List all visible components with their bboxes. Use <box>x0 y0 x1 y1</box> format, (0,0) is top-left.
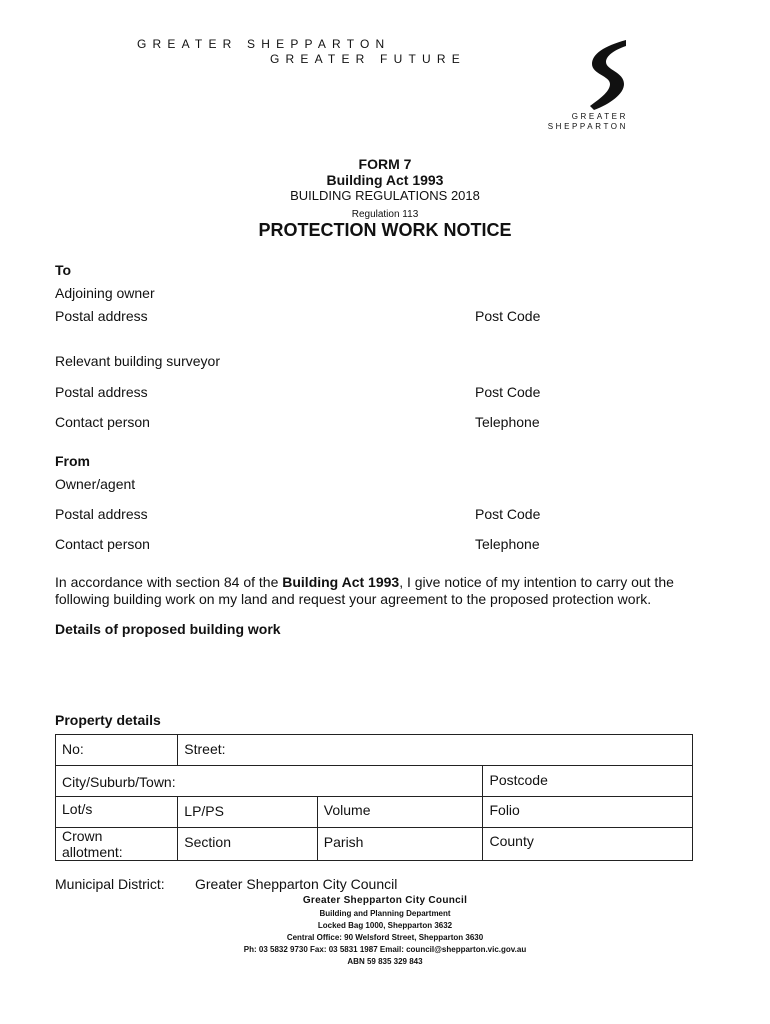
notice-part1: In accordance with section 84 of the <box>55 574 283 590</box>
logo-text <box>548 112 628 132</box>
owner-agent-label: Owner/agent <box>55 476 136 492</box>
city-cell[interactable] <box>56 766 483 797</box>
from-heading: From <box>55 453 90 469</box>
from-post-code-label: Post Code <box>475 506 541 522</box>
lpps-label: LP/PS <box>184 803 224 819</box>
footer-abn: ABN 59 835 329 843 <box>347 957 423 966</box>
regulation-number: Regulation 113 <box>351 209 419 220</box>
details-heading: Details of proposed building work <box>55 621 281 637</box>
parish-cell[interactable] <box>317 828 483 861</box>
postcode-label: Postcode <box>489 772 548 788</box>
from-contact-person-label: Contact person <box>55 536 150 552</box>
volume-label: Volume <box>323 802 371 818</box>
act-title: Building Act 1993 <box>326 172 444 188</box>
parish-label: Parish <box>323 834 364 850</box>
no-label: No: <box>62 741 84 757</box>
regulations-title: BUILDING REGULATIONS 2018 <box>290 188 480 203</box>
tagline-line1: GREATER SHEPPARTON <box>137 37 391 51</box>
county-cell[interactable] <box>483 828 693 861</box>
city-label: City/Suburb/Town: <box>62 774 176 790</box>
volume-cell[interactable] <box>317 797 483 828</box>
adjoining-owner-label: Adjoining owner <box>55 285 155 301</box>
postcode-cell[interactable] <box>483 766 693 797</box>
county-label: County <box>489 833 534 849</box>
from-telephone-label: Telephone <box>475 536 540 552</box>
shepparton-logo-icon <box>588 40 630 110</box>
from-postal-address-label: Postal address <box>55 506 148 522</box>
footer-locked-bag: Locked Bag 1000, Shepparton 3632 <box>317 921 453 930</box>
crown-cell[interactable] <box>56 828 178 861</box>
notice-paragraph <box>55 574 705 608</box>
street-cell[interactable] <box>178 735 693 766</box>
form-number: FORM 7 <box>358 156 412 172</box>
footer-central-office: Central Office: 90 Welsford Street, Shepparton 3630 <box>286 933 484 942</box>
notice-act: Building Act 1993 <box>282 574 400 590</box>
to-post-code-label: Post Code <box>475 308 541 324</box>
footer-department: Building and Planning Department <box>319 909 451 918</box>
to-postal-address-label: Postal address <box>55 308 148 324</box>
lots-cell[interactable] <box>56 797 178 828</box>
surveyor-postal-address-label: Postal address <box>55 384 148 400</box>
folio-label: Folio <box>489 802 520 818</box>
lots-label: Lot/s <box>62 801 93 817</box>
surveyor-label: Relevant building surveyor <box>55 353 220 369</box>
no-cell[interactable] <box>56 735 178 766</box>
to-heading: To <box>55 262 72 278</box>
notice-part2: , I give notice of my intention to carry out the following building work on my land and request your agreement to the proposed protection work. <box>55 574 674 607</box>
property-table <box>55 734 693 861</box>
footer-contact: Ph: 03 5832 9730 Fax: 03 5831 1987 Email: council@shepparton.vic.gov.au <box>243 945 527 954</box>
logo-line2: SHEPPARTON <box>547 122 628 131</box>
folio-cell[interactable] <box>483 797 693 828</box>
municipal-district-label: Municipal District: <box>55 876 165 892</box>
crown-label: Crown allotment: <box>62 828 123 860</box>
logo-line1: GREATER <box>571 112 628 121</box>
surveyor-post-code-label: Post Code <box>475 384 541 400</box>
section-label: Section <box>184 834 231 850</box>
page-title: PROTECTION WORK NOTICE <box>258 220 512 240</box>
to-contact-person-label: Contact person <box>55 414 150 430</box>
property-heading: Property details <box>55 712 161 728</box>
footer-council: Greater Shepparton City Council <box>302 895 468 906</box>
lpps-cell[interactable] <box>178 797 318 828</box>
street-label: Street: <box>184 741 226 757</box>
section-cell[interactable] <box>178 828 318 861</box>
tagline-line2: GREATER FUTURE <box>270 52 466 66</box>
to-telephone-label: Telephone <box>475 414 540 430</box>
municipal-district-value: Greater Shepparton City Council <box>195 876 398 892</box>
